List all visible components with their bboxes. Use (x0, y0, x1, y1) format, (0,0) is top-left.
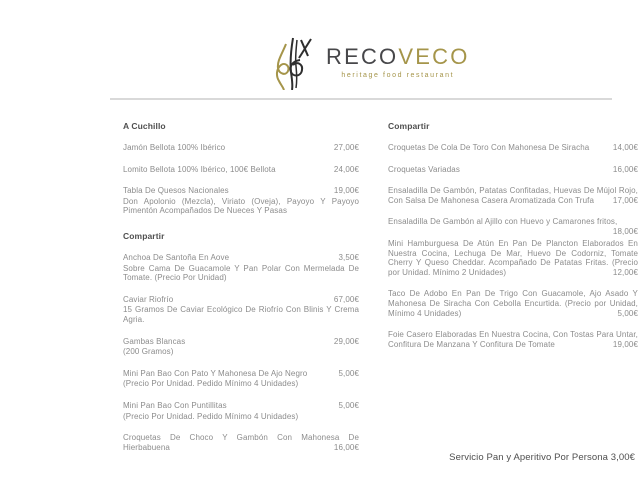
item-price: 17,00€ (612, 195, 638, 205)
menu-item (388, 330, 638, 349)
menu-item (123, 369, 359, 389)
item-price: 18,00€ (612, 226, 638, 236)
brand-text (326, 36, 470, 79)
item-text: Foie Casero Elaboradas En Nuestra Cocina, Con Tostas Para Untar, Confitura De Manzana Y Confitura De Tomate (388, 330, 638, 349)
item-text: Taco De Adobo En Pan De Trigo Con Guacamole, Ajo Asado Y Mahonesa De Siracha Con Cebolla Encurtida. (Precio por Unidad, Mínimo 4 Unidades) (388, 289, 638, 318)
item-name: Croquetas De Cola De Toro Con Mahonesa De Siracha (388, 143, 590, 152)
item-price: 12,00€ (612, 267, 638, 277)
section-a-cuchillo (123, 121, 359, 216)
menu-item (123, 433, 359, 452)
item-description: Don Apolonio (Mezcla), Viriato (Oveja), Payoyo Y Payoyo Pimentón Acompañados De Nueces Y Pasas (123, 196, 359, 216)
item-text: Mini Hamburguesa De Atún En Pan De Plancton Elaborados En Nuestra Cocina, Lechuga De Mar, Huevo De Codorniz, Tomate Cherry Y Queso Cheddar. Acompañado De Patatas Fritas. (Precio por Unidad. Mínimo 2 Unidades) (388, 238, 638, 277)
item-description: (200 Gramos) (123, 347, 174, 357)
item-name: Caviar Riofrío (123, 294, 174, 304)
menu-item (388, 217, 638, 236)
brand-title-primary: RECO (326, 44, 399, 69)
section-compartir-right (388, 121, 638, 349)
menu-column-right (388, 121, 638, 361)
item-price: 5,00€ (338, 400, 359, 410)
item-text: Ensaladilla De Gambón al Ajillo con Huevo y Camarones fritos, (388, 217, 618, 227)
item-description: (Precio Por Unidad. Pedido Mínimo 4 Unidades) (123, 411, 299, 421)
header-divider (110, 98, 612, 100)
logo-mark-icon (266, 36, 316, 90)
service-note: Servicio Pan y Aperitivo Por Persona 3,00€ (449, 452, 635, 463)
item-price: 16,00€ (612, 164, 638, 174)
menu-item (388, 165, 638, 175)
brand-tagline: heritage food restaurant (341, 72, 455, 79)
item-price: 24,00€ (333, 164, 359, 174)
item-description: 15 Gramos De Caviar Ecológico De Riofrío Con Blinis Y Crema Agria. (123, 305, 359, 324)
item-price: 14,00€ (612, 143, 638, 152)
item-price: 5,00€ (338, 368, 359, 378)
menu-item (388, 289, 638, 318)
menu-item (123, 143, 359, 153)
item-name: Anchoa De Santoña En Aove (123, 252, 230, 262)
section-title: A Cuchillo (123, 121, 166, 131)
brand-title-accent: VECO (398, 44, 470, 69)
item-name: Lomito Bellota 100% Ibérico, 100€ Bellota (123, 164, 276, 174)
item-name: Jamón Bellota 100% Ibérico (123, 143, 226, 152)
menu-item (388, 143, 638, 153)
menu-item (123, 253, 359, 283)
menu-item (388, 186, 638, 205)
section-compartir-left (123, 231, 359, 452)
menu-item (123, 401, 359, 421)
item-price: 3,50€ (338, 252, 359, 262)
item-name: Mini Pan Bao Con Pato Y Mahonesa De Ajo Negro (123, 368, 308, 378)
menu-item (123, 337, 359, 357)
item-price: 29,00€ (333, 336, 359, 346)
brand-title (326, 46, 470, 68)
item-name: Mini Pan Bao Con Puntillitas (123, 400, 227, 410)
item-description: (Precio Por Unidad. Pedido Mínimo 4 Unidades) (123, 379, 299, 389)
item-text: Ensaladilla De Gambón, Patatas Confitadas, Huevas De Mújol Rojo, Con Salsa De Mahonesa Casera Aromatizada Con Trufa (388, 186, 638, 205)
menu-column-left (123, 121, 359, 464)
restaurant-logo (266, 36, 470, 90)
item-price: 5,00€ (617, 308, 638, 318)
item-price: 27,00€ (333, 143, 359, 152)
menu-item (123, 295, 359, 325)
item-name: Gambas Blancas (123, 336, 186, 346)
section-title: Compartir (388, 121, 430, 131)
menu-item (123, 165, 359, 175)
section-title: Compartir (123, 230, 165, 241)
item-price: 19,00€ (612, 339, 638, 349)
item-price: 67,00€ (333, 294, 359, 304)
restaurant-header (0, 36, 640, 92)
item-name: Tabla De Quesos Nacionales (123, 186, 229, 196)
item-description: Sobre Cama De Guacamole Y Pan Polar Con Mermelada De Tomate. (Precio Por Unidad) (123, 263, 359, 283)
item-price: 16,00€ (333, 442, 359, 452)
menu-item (123, 186, 359, 216)
menu-item (388, 239, 638, 277)
item-name: Croquetas Variadas (388, 164, 460, 174)
item-price: 19,00€ (333, 186, 359, 196)
item-text: Croquetas De Choco Y Gambón Con Mahonesa De Hierbabuena (123, 433, 359, 452)
